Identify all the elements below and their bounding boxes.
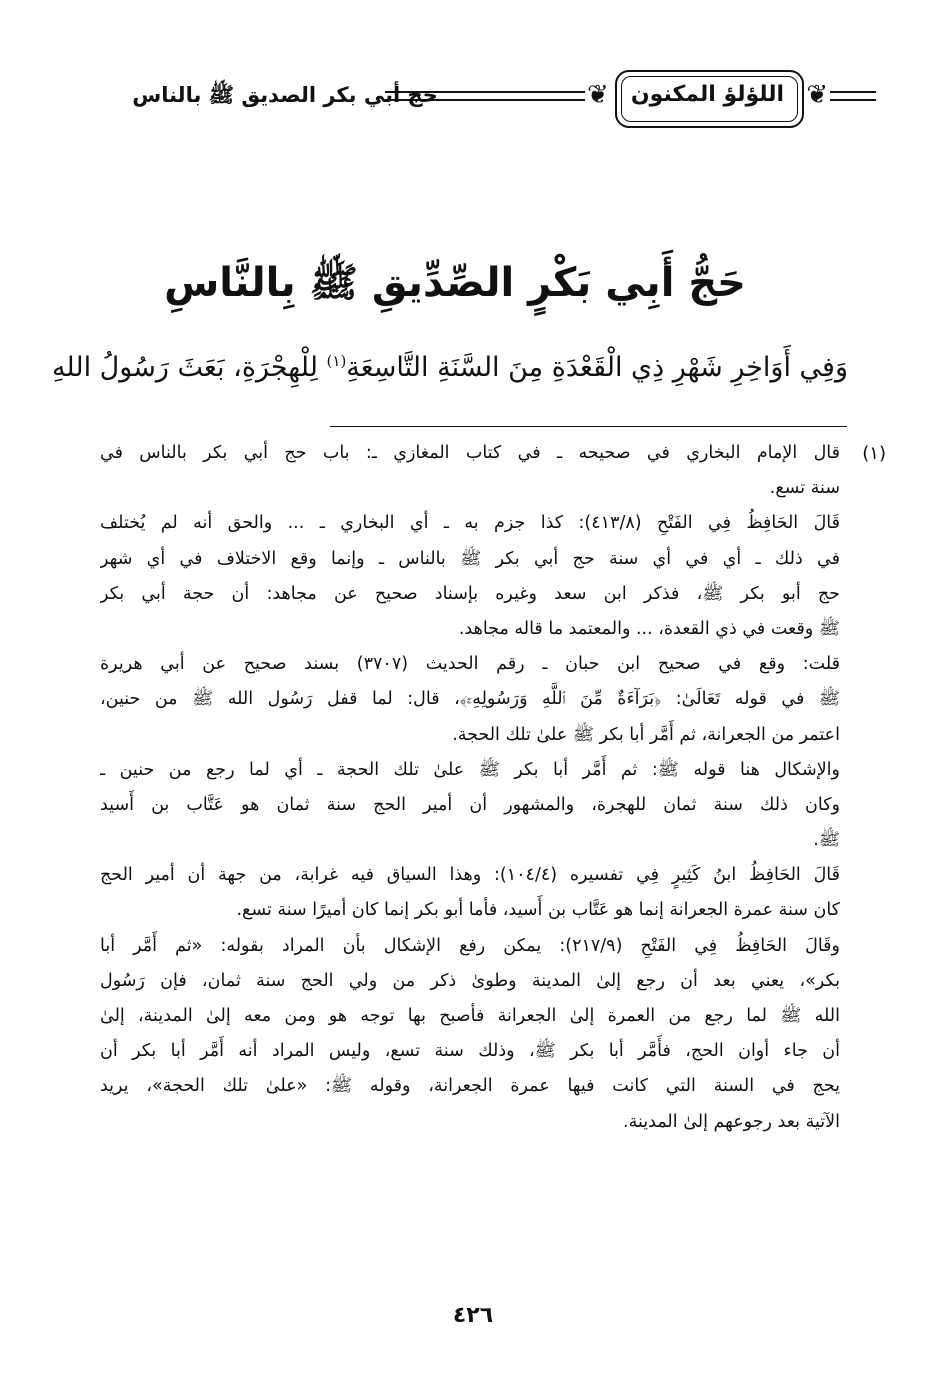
footnote-divider <box>330 426 847 427</box>
footnote-line: في ذلك ـ أي في أي سنة حج أبي بكر ﷺ بالناس ـ وإنما وقع الاختلاف في أي شهر <box>100 548 840 569</box>
intro-text-continued: لِلْهِجْرَةِ، بَعَثَ رَسُولُ اللهِ <box>51 352 327 383</box>
footnote-line: سنة تسع. <box>769 478 840 499</box>
footnote-line: كان سنة عمرة الجعرانة إنما هو عَتَّاب بن أَسيد، فأما أبو بكر إنما كان أميرًا سنة تسع. <box>236 900 840 921</box>
footnote-line: حج أبو بكر ﷺ، فذكر ابن سعد وغيره بإسناد صحيح عن مجاهد: أن حجة أبي بكر <box>100 583 840 604</box>
flourish-icon: ❦ <box>587 80 609 110</box>
footnote-line: اعتمر من الجعرانة، ثم أَمَّر أبا بكر ﷺ علىٰ تلك الحجة. <box>452 724 840 745</box>
running-section-title: حج أبي بكر الصديق ﷺ بالناس <box>132 83 438 107</box>
footnote-line: الله ﷺ لما رجع من العمرة إلىٰ الجعرانة فأصبح بها توجه هو ومن معه إلىٰ المدينة، إلىٰ <box>100 1006 840 1026</box>
footnote-line: قَالَ الحَافِظُ فِي الفَتْحِ (٤١٣/٨): كذا جزم به ـ أي البخاري ـ ... والحق أنه لم يُختلف <box>100 513 840 534</box>
footnote-line: قَالَ الحَافِظُ ابنُ كَثِيرٍ فِي تفسيره (١٠٤/٤): وهذا السياق فيه غرابة، من جهة أن أمير الحج <box>100 865 840 886</box>
header-rule <box>830 91 876 101</box>
page-number: ٤٢٦ <box>452 1303 494 1328</box>
intro-text: وَفِي أَوَاخِرِ شَهْرِ ذِي الْقَعْدَةِ مِنَ السَّنَةِ التَّاسِعَةِ <box>346 352 848 383</box>
footnote-line: والإشكال هنا قوله ﷺ: ثم أَمَّر أبا بكر ﷺ علىٰ تلك الحجة ـ أي لما رجع من حنين ـ <box>100 759 840 780</box>
footnote <box>100 436 886 1140</box>
footnote-line: يحج في السنة التي كانت فيها عمرة الجعرانة، وقوله ﷺ: «علىٰ تلك الحجة»، يريد <box>100 1076 840 1097</box>
footnote-line: ﷺ. <box>813 830 840 851</box>
footnote-line: ﷺ في قوله تَعَالَىٰ: ﴿بَرَآءَةٌ مِّنَ ٱللَّهِ وَرَسُولِهِۦٓ﴾، قال: لما قفل رَسُول الله ﷺ من حنين، <box>100 689 840 710</box>
footnote-line: أن جاء أوان الحج، فأَمَّر أبا بكر ﷺ، وذلك سنة تسع، وليس المراد أنه أَمَّر أبا بكر أن <box>100 1041 840 1062</box>
chapter-title: حَجُّ أَبِي بَكْرٍ الصِّدِّيقِ ﷺ بِالنَّاسِ <box>164 260 746 306</box>
footnote-line: وقَالَ الحَافِظُ فِي الفَتْحِ (٢١٧/٩): يمكن رفع الإشكال بأن المراد بقوله: «ثم أَمَّر أبا <box>100 935 840 956</box>
running-header <box>40 58 906 138</box>
footnote-marker: (١) <box>862 443 886 464</box>
intro-paragraph <box>51 352 848 383</box>
book-title-ornament <box>585 58 830 138</box>
book-title: اللؤلؤ المكنون <box>630 82 785 107</box>
footnote-line: بكر»، يعني بعد أن رجع إلىٰ المدينة وطوىٰ ذكر من ولي الحج سنة ثمان، فإن رَسُول <box>100 970 840 991</box>
footnote-line: الآتية بعد رجوعهم إلىٰ المدينة. <box>623 1111 840 1132</box>
footnote-line: ﷺ وقعت في ذي القعدة، ... والمعتمد ما قاله مجاهد. <box>458 618 840 639</box>
footnote-line: قلت: وقع في صحيح ابن حبان ـ رقم الحديث (٣٧٠٧) بسند صحيح عن أبي هريرة <box>100 654 840 675</box>
footnote-line: قال الإمام البخاري في صحيحه ـ في كتاب المغازي ـ: باب حج أبي بكر بالناس في <box>100 443 840 463</box>
footnote-reference[interactable]: (١) <box>326 352 347 370</box>
footnote-line: وكان ذلك سنة ثمان للهجرة، والمشهور أن أمير الحج سنة ثمان هو عَتَّاب بن أَسيد <box>100 794 840 815</box>
flourish-icon: ❦ <box>806 80 828 110</box>
